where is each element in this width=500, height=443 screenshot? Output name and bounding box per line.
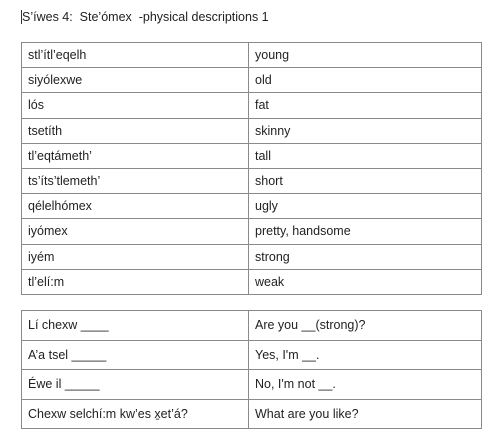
english-word: tall [249,143,482,168]
table-row [22,68,482,93]
halq-phrase: A’a tsel _____ [22,340,249,370]
english-word: weak [249,269,482,294]
english-word: short [249,168,482,193]
halq-phrase: Lí chexw ____ [22,311,249,341]
english-word: pretty, handsome [249,219,482,244]
table-row [22,269,482,294]
english-word: ugly [249,194,482,219]
halq-word: lós [22,93,249,118]
table-row [22,340,482,370]
phrases-table [21,310,482,429]
halq-word: iyém [22,244,249,269]
table-row [22,244,482,269]
english-phrase: No, I'm not __. [249,370,482,400]
table-row [22,168,482,193]
english-phrase: What are you like? [249,399,482,429]
english-word: fat [249,93,482,118]
table-row [22,194,482,219]
page-title: S’íwes 4: Ste’ómex -physical descriptions 1 [22,10,269,24]
halq-word: ts’íts’tlemeth’ [22,168,249,193]
table-row [22,370,482,400]
halq-word: siyólexwe [22,68,249,93]
english-word: strong [249,244,482,269]
table-row [22,311,482,341]
halq-phrase: Chexw selchí:m kw’es x̱et’á? [22,399,249,429]
halq-word: tsetíth [22,118,249,143]
english-word: young [249,43,482,68]
table-row [22,219,482,244]
english-phrase: Are you __(strong)? [249,311,482,341]
table-row [22,93,482,118]
table-row [22,43,482,68]
halq-phrase: Éwe il _____ [22,370,249,400]
halq-word: stl’ítl’eqelh [22,43,249,68]
table-row [22,399,482,429]
halq-word: tl’elí:m [22,269,249,294]
english-phrase: Yes, I'm __. [249,340,482,370]
vocabulary-table [21,42,482,295]
halq-word: iyómex [22,219,249,244]
table-row [22,118,482,143]
table-row [22,143,482,168]
english-word: skinny [249,118,482,143]
english-word: old [249,68,482,93]
halq-word: qélelhómex [22,194,249,219]
halq-word: tl’eqtámeth’ [22,143,249,168]
